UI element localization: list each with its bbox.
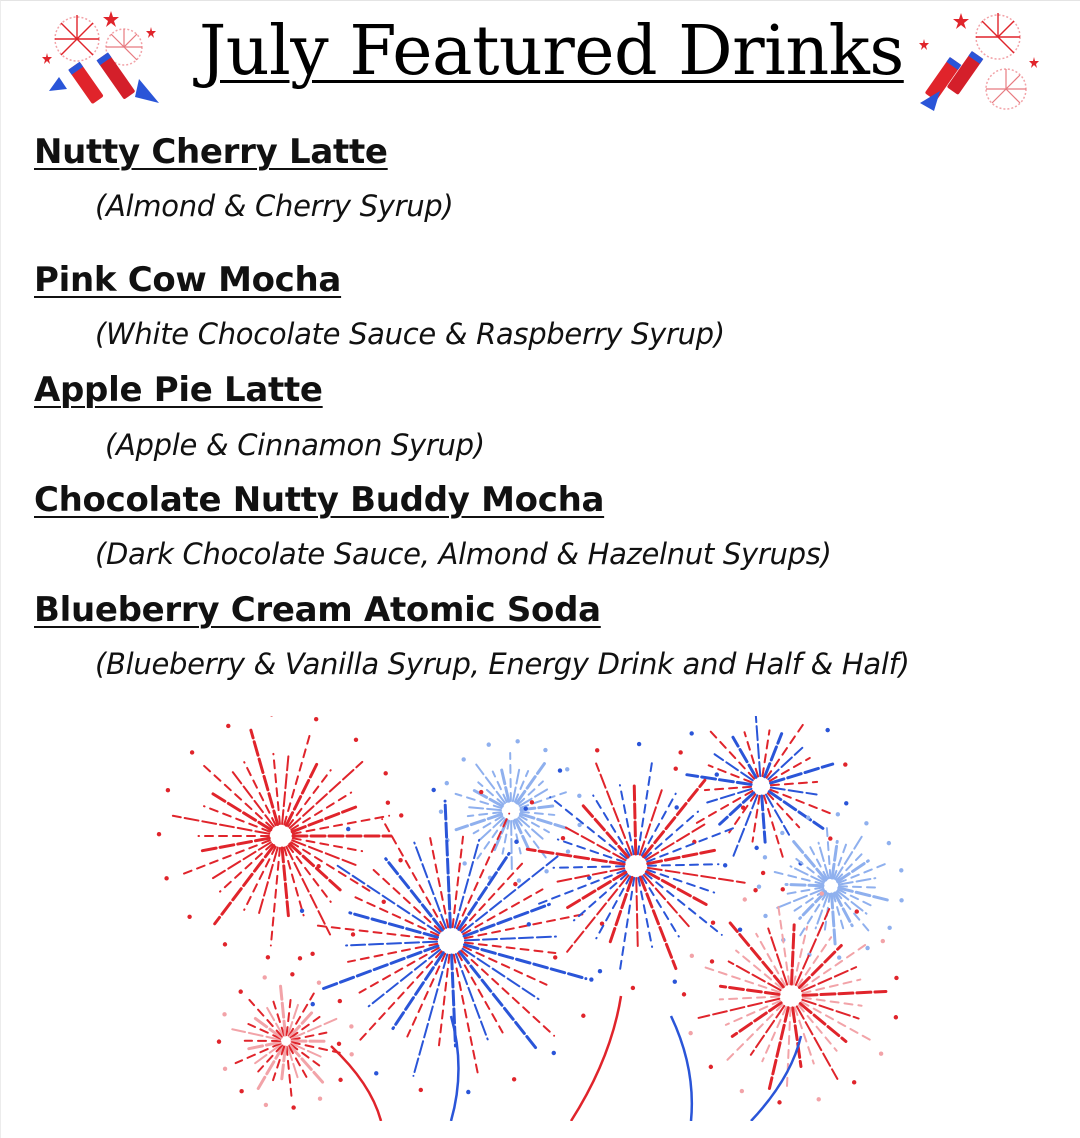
firework-spark — [743, 897, 747, 901]
firework-spark — [865, 946, 869, 950]
firework-ray — [271, 848, 280, 946]
firework-spark — [487, 742, 491, 746]
firework-spark — [337, 1042, 341, 1046]
firework-spark — [864, 821, 868, 825]
firework-spark — [317, 980, 321, 984]
firework-spark — [577, 794, 581, 798]
right-firework-burst-large — [976, 13, 1020, 59]
firework-spark — [399, 813, 403, 817]
firework-spark — [674, 805, 678, 809]
firework-spark — [515, 739, 519, 743]
firework-spark — [157, 832, 161, 836]
firework-spark — [544, 869, 548, 873]
firework-spark — [673, 979, 677, 983]
firework-ray — [430, 838, 448, 927]
firework-spark — [462, 861, 466, 865]
firework-spark — [710, 959, 714, 963]
firework-ray — [839, 886, 876, 887]
firework-spark — [527, 922, 531, 926]
firework-spark — [513, 882, 517, 886]
firework-spark — [689, 731, 693, 735]
firework-spark — [763, 914, 767, 918]
firework-trail — [571, 996, 621, 1121]
firework-ray — [348, 944, 437, 962]
firework-spark — [374, 1071, 378, 1075]
firework-spark — [382, 900, 386, 904]
firework-ray — [762, 796, 765, 842]
firework-burst — [298, 788, 604, 1094]
firework-spark — [553, 955, 557, 959]
firework-ray — [464, 947, 547, 985]
firework-spark — [543, 748, 547, 752]
firework-ray — [634, 784, 636, 854]
drink-description: (Almond & Cherry Syrup) — [95, 189, 454, 223]
drink-name: Apple Pie Latte — [34, 370, 323, 410]
firework-spark — [852, 1080, 856, 1084]
firework-spark — [690, 954, 694, 958]
firework-ray — [513, 768, 520, 801]
firework-spark — [899, 898, 903, 902]
firework-spark — [780, 831, 784, 835]
firework-spark — [598, 969, 602, 973]
firework-ray — [290, 1011, 314, 1037]
firework-spark — [674, 767, 678, 771]
firework-ray — [511, 821, 512, 869]
firework-spark — [514, 840, 518, 844]
right-rockets — [920, 51, 983, 111]
drink-name: Pink Cow Mocha — [34, 260, 342, 300]
firework-spark — [383, 771, 387, 775]
firework-ray — [715, 754, 753, 780]
firework-spark — [836, 812, 840, 816]
firework-spark — [843, 762, 847, 766]
firework-spark — [894, 1015, 898, 1019]
firework-spark — [879, 1052, 883, 1056]
firework-spark — [817, 1097, 821, 1101]
firework-ray — [733, 795, 757, 855]
firework-spark — [512, 1077, 516, 1081]
firework-spark — [552, 1051, 556, 1055]
firework-spark — [445, 781, 449, 785]
firework-ray — [645, 874, 721, 935]
firework-spark — [723, 863, 727, 867]
drink-name: Blueberry Cream Atomic Soda — [34, 590, 601, 630]
drink-description: (Apple & Cinnamon Syrup) — [105, 428, 485, 462]
firework-spark — [318, 1097, 322, 1101]
firework-spark — [354, 738, 358, 742]
firework-spark — [217, 1039, 221, 1043]
firework-ray — [792, 925, 795, 984]
firework-spark — [223, 1067, 227, 1071]
firework-spark — [431, 788, 435, 792]
firework-ray — [282, 848, 289, 918]
firework-ray — [291, 842, 374, 894]
firework-ray — [293, 816, 389, 834]
firework-ray — [756, 716, 761, 776]
firework-ray — [636, 878, 638, 948]
firecracker-rocket-icon — [916, 7, 1041, 117]
firework-ray — [251, 730, 278, 824]
firework-spark — [581, 1014, 585, 1018]
firework-spark — [753, 888, 757, 892]
firework-ray — [771, 782, 817, 785]
firework-ray — [648, 864, 718, 866]
firework-spark — [316, 864, 320, 868]
firework-spark — [264, 1103, 268, 1107]
drink-description: (Dark Chocolate Sauce, Almond & Hazelnut Syrups) — [95, 537, 832, 571]
firework-spark — [558, 768, 562, 772]
firework-spark — [314, 717, 318, 721]
firework-spark — [828, 836, 832, 840]
firework-ray — [803, 991, 886, 995]
firework-spark — [561, 836, 565, 840]
firework-ray — [554, 866, 624, 868]
firework-trail — [671, 1016, 692, 1121]
firework-ray — [771, 764, 833, 783]
firework-trail — [331, 1046, 381, 1121]
firework-spark — [899, 868, 903, 872]
firework-ray — [356, 951, 441, 1044]
firework-burst — [682, 887, 899, 1104]
firework-spark — [825, 728, 829, 732]
firework-spark — [637, 742, 641, 746]
firework-spark — [461, 757, 465, 761]
firework-ray — [407, 954, 445, 1037]
firework-spark — [226, 724, 230, 728]
firework-ray — [787, 1008, 791, 1091]
firework-ray — [775, 889, 823, 909]
left-rockets — [49, 52, 159, 104]
firework-spark — [577, 823, 581, 827]
firework-spark — [844, 801, 848, 805]
firework-ray — [510, 753, 511, 801]
firework-spark — [266, 955, 270, 959]
firework-ray — [803, 998, 862, 1006]
firework-spark — [479, 790, 483, 794]
firework-ray — [393, 953, 443, 1029]
firework-spark — [887, 841, 891, 845]
firework-spark — [682, 992, 686, 996]
firework-spark — [688, 1031, 692, 1035]
firework-ray — [282, 754, 289, 824]
firework-spark — [346, 827, 350, 831]
firework-spark — [349, 1052, 353, 1056]
firework-spark — [741, 806, 745, 810]
firework-spark — [349, 1024, 353, 1028]
drink-name: Nutty Cherry Latte — [34, 132, 388, 172]
firework-spark — [781, 887, 785, 891]
firework-spark — [300, 909, 304, 913]
drink-name: Chocolate Nutty Buddy Mocha — [34, 480, 605, 520]
firework-ray — [465, 937, 556, 941]
page-title: July Featured Drinks — [199, 12, 904, 91]
firework-spark — [239, 1089, 243, 1093]
firework-spark — [298, 956, 302, 960]
drink-description: (Blueberry & Vanilla Syrup, Energy Drink and Half & Half) — [95, 647, 910, 681]
firework-spark — [754, 846, 758, 850]
firework-spark — [439, 809, 443, 813]
firework-spark — [709, 1065, 713, 1069]
firework-ray — [460, 952, 538, 1051]
drink-description: (White Chocolate Sauce & Raspberry Syrup) — [95, 317, 725, 351]
firework-burst — [674, 716, 849, 875]
firework-ray — [764, 796, 783, 858]
firework-ray — [445, 801, 450, 927]
firework-ray — [468, 807, 501, 810]
firework-spark — [711, 921, 715, 925]
firework-trail — [451, 1016, 459, 1121]
firework-spark — [631, 986, 635, 990]
firework-spark — [566, 849, 570, 853]
header — [1, 1, 1080, 116]
firework-spark — [678, 750, 682, 754]
firework-ray — [458, 953, 503, 1032]
firecracker-rocket-icon — [39, 7, 164, 112]
firework-spark — [595, 748, 599, 752]
firework-spark — [166, 788, 170, 792]
firework-spark — [855, 909, 859, 913]
firework-ray — [705, 787, 751, 790]
firework-spark — [351, 932, 355, 936]
firework-ray — [720, 997, 779, 1000]
firework-spark — [386, 801, 390, 805]
firework-trail — [751, 1036, 801, 1121]
firework-ray — [768, 928, 787, 984]
right-firework-burst-bottom — [986, 69, 1026, 109]
firework-spark — [820, 891, 824, 895]
firework-ray — [346, 942, 437, 946]
firework-ray — [786, 884, 823, 885]
firework-spark — [589, 977, 593, 981]
fireworks-illustration-icon — [151, 716, 911, 1121]
firework-spark — [190, 750, 194, 754]
firework-ray — [320, 946, 438, 990]
firework-ray — [465, 913, 588, 938]
firework-spark — [530, 800, 534, 804]
firework-spark — [290, 972, 294, 976]
firework-spark — [338, 999, 342, 1003]
firework-spark — [311, 1002, 315, 1006]
firework-spark — [239, 989, 243, 993]
firework-spark — [164, 876, 168, 880]
firework-spark — [757, 884, 761, 888]
firework-spark — [187, 915, 191, 919]
firework-spark — [310, 952, 314, 956]
firework-ray — [770, 790, 830, 814]
firework-spark — [715, 772, 719, 776]
firework-ray — [284, 730, 311, 824]
firework-spark — [262, 975, 266, 979]
firework-spark — [881, 939, 885, 943]
firework-spark — [887, 926, 891, 930]
firework-spark — [223, 942, 227, 946]
left-firework-burst-large — [55, 15, 99, 61]
firework-ray — [356, 897, 439, 935]
firework-spark — [763, 855, 767, 859]
firework-spark — [806, 816, 810, 820]
firework-burst — [439, 739, 582, 883]
firework-spark — [419, 1088, 423, 1092]
firework-spark — [398, 858, 402, 862]
firework-ray — [802, 1000, 858, 1019]
firework-burst — [217, 972, 354, 1110]
firework-spark — [761, 871, 765, 875]
firework-burst — [157, 716, 404, 959]
firework-spark — [777, 1100, 781, 1104]
firework-spark — [837, 955, 841, 959]
firework-ray — [838, 861, 869, 882]
firework-spark — [517, 878, 521, 882]
firework-spark — [222, 1012, 226, 1016]
firework-spark — [291, 1105, 295, 1109]
firework-ray — [687, 775, 751, 785]
firework-spark — [269, 716, 273, 717]
firework-ray — [769, 792, 823, 829]
firework-spark — [740, 1089, 744, 1093]
firework-spark — [524, 806, 528, 810]
firework-ray — [699, 999, 780, 1018]
firework-spark — [466, 1090, 470, 1094]
firework-spark — [565, 767, 569, 771]
firework-ray — [720, 986, 779, 994]
firework-spark — [894, 976, 898, 980]
firework-ray — [799, 946, 841, 988]
firework-ray — [461, 950, 554, 1035]
firework-spark — [338, 1078, 342, 1082]
